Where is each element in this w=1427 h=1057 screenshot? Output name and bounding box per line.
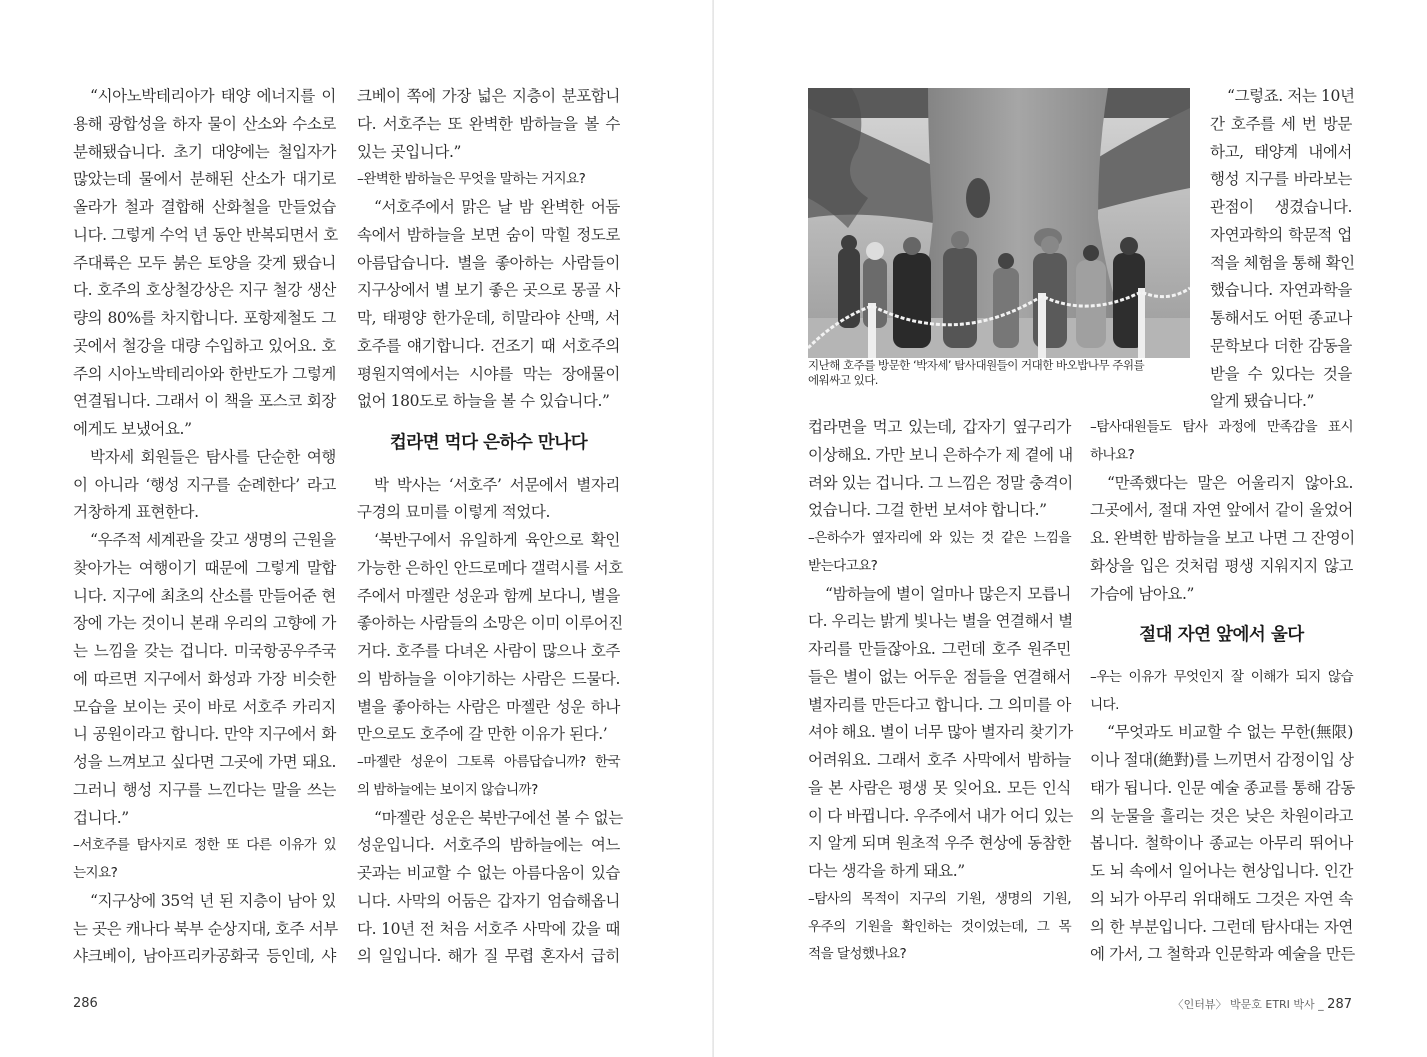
- text-line: 별자리를 만든다고 합니다. 그 의미를 아: [808, 695, 1071, 714]
- right-page: [714, 0, 1427, 1057]
- photo-caption: [808, 358, 1188, 388]
- text-line: 의 일입니다. 해가 질 무렵 혼자서 급히: [357, 947, 620, 966]
- text-line: 에 가서, 그 철학과 인문학과 예술을 만든: [1090, 945, 1355, 964]
- text-line: 많았는데 물에서 분해된 산소가 대기로: [73, 170, 336, 189]
- paragraph: [357, 194, 620, 416]
- text-line: 통해서도 어떤 종교나: [1210, 309, 1352, 327]
- text-line: 가슴에 남아요.”: [1090, 584, 1195, 603]
- text-line: 올라가 철과 결합해 산화철을 만들었습: [73, 198, 336, 216]
- text-line: 태가 됩니다. 인문 예술 종교를 통해 감동: [1090, 778, 1355, 797]
- section-heading: 절대 자연 앞에서 울다: [1139, 625, 1304, 646]
- text-line: 의 한 부분입니다. 그런데 탐사대는 자연: [1090, 917, 1353, 936]
- text-line: 박 박사는 ‘서호주’ 서문에서 별자리: [374, 475, 620, 494]
- interview-question: [357, 749, 620, 805]
- text-line: 만으로도 호주에 갈 만한 이유가 된다.’: [357, 725, 608, 744]
- text-line: 었습니다. 그걸 한번 보셔야 합니다.”: [808, 501, 1047, 520]
- paragraph: [808, 581, 1071, 886]
- text-line: –완벽한 밤하늘은 무엇을 말하는 거지요?: [357, 171, 586, 188]
- text-line: “서호주에서 맑은 날 밤 완벽한 어둠: [374, 198, 620, 216]
- text-line: 봅니다. 철학이나 종교는 아무리 뛰어나: [1090, 834, 1353, 853]
- caption-line: 에워싸고 있다.: [808, 373, 878, 387]
- interview-question: [808, 886, 1071, 969]
- text-line: 의 눈물을 흘리는 것은 낮은 차원이라고: [1090, 806, 1353, 825]
- text-line: –탐사의 목적이 지구의 기원, 생명의 기원,: [808, 890, 1071, 907]
- text-line: 이 다 바뀝니다. 우주에서 내가 어디 있는: [808, 806, 1073, 825]
- text-line: 주의 시아노박테리아와 한반도가 그렇게: [73, 364, 336, 383]
- text-line: 받을 수 있다는 것을: [1210, 364, 1352, 383]
- text-line: 니다.: [1090, 696, 1119, 713]
- text-line: 는 곳은 캐나다 북부 순상지대, 호주 서부: [73, 919, 338, 938]
- text-line: 찾아가는 여행이기 때문에 그렇게 말합: [73, 558, 336, 577]
- text-line: 도 뇌 속에서 일어나는 현상입니다. 인간: [1090, 862, 1353, 880]
- text-line: “만족했다는 말은 어울리지 않아요.: [1107, 473, 1353, 492]
- text-line: 관점이 생겼습니다.: [1210, 198, 1352, 216]
- interview-question: [1090, 664, 1353, 720]
- text-line: “지구상에 35억 년 된 지층이 남아 있: [90, 891, 336, 910]
- text-line: 알게 됐습니다.”: [1210, 392, 1315, 411]
- paragraph: [1090, 719, 1353, 969]
- text-line: 모습을 보이는 곳이 바로 서호주 카리지: [73, 697, 336, 716]
- text-line: 하고, 태양계 내에서: [1210, 142, 1352, 161]
- left-page: [0, 0, 713, 1057]
- text-line: 량의 80%를 차지합니다. 포항제철도 그: [73, 309, 336, 327]
- text-line: 의 뇌가 아무리 위대해도 그것은 자연 속: [1090, 889, 1353, 908]
- text-line: 셔야 해요. 별이 너무 많아 별자리 찾기가: [808, 723, 1073, 742]
- text-line: 지 알게 되며 원초적 우주 현상에 동참한: [808, 834, 1071, 853]
- text-line: 별을 좋아하는 사람은 마젤란 성운 하나: [357, 697, 620, 716]
- text-line: 다. 서호주는 또 완벽한 밤하늘을 볼 수: [357, 114, 620, 133]
- text-line: 컵라면을 먹고 있는데, 갑자기 옆구리가: [808, 418, 1071, 436]
- paragraph: [357, 472, 620, 528]
- text-line: 에 따르면 지구에서 화성과 가장 비슷한: [73, 669, 336, 688]
- text-line: 자연과학의 학문적 업: [1210, 225, 1352, 244]
- text-line: 있는 곳입니다.”: [357, 142, 462, 161]
- text-line: 장에 가는 것이니 본래 우리의 고향에 가: [73, 614, 336, 633]
- text-line: 그러니 행성 지구를 느낀다는 말을 쓰는: [73, 780, 336, 799]
- paragraph: [357, 805, 623, 972]
- text-line: –탐사대원들도 탐사 과정에 만족감을 표시: [1090, 419, 1353, 435]
- section-heading: 컵라면 먹다 은하수 만나다: [389, 433, 588, 453]
- text-column-beside-photo: [1210, 83, 1355, 416]
- paragraph: [73, 527, 336, 832]
- text-line: 호주를 얘기합니다. 건조기 때 서호주의: [357, 336, 620, 355]
- text-line: –우는 이유가 무엇인지 잘 이해가 되지 않습: [1090, 668, 1353, 685]
- text-line: 곳에서 철강을 대량 수입하고 있어요. 호: [73, 336, 336, 355]
- text-line: 받는다고요?: [808, 557, 878, 574]
- text-line: 크베이 쪽에 가장 넓은 지층이 분포합니: [357, 87, 620, 105]
- text-line: 그곳에서, 절대 자연 앞에서 같이 울었어: [1090, 501, 1353, 520]
- text-line: 속에서 밤하늘을 보면 숨이 막힐 정도로: [357, 225, 620, 244]
- text-column: [1090, 414, 1353, 969]
- text-line: 행성 지구를 바라보는: [1210, 170, 1352, 189]
- text-line: 평원지역에서는 시야를 막는 장애물이: [357, 364, 620, 383]
- text-line: 어려워요. 그래서 호주 사막에서 밤하늘: [808, 751, 1071, 769]
- paragraph: [357, 83, 620, 166]
- interview-question: [357, 166, 620, 194]
- text-line: –은하수가 옆자리에 와 있는 것 같은 느낌을: [808, 530, 1071, 546]
- text-line: 을 본 사람은 평생 못 잊어요. 모든 인식: [808, 778, 1071, 797]
- text-line: 주대륙은 모두 붉은 토양을 갖게 됐습니: [73, 253, 336, 272]
- text-line: “그렇죠. 저는 10년: [1227, 87, 1355, 105]
- text-line: 용해 광합성을 하자 물이 산소와 수소로: [73, 114, 336, 133]
- text-line: 들은 별이 없는 어두운 점들을 연결해서: [808, 667, 1071, 686]
- text-line: 에게도 보냈어요.”: [73, 420, 192, 438]
- text-line: “마젤란 성운은 북반구에선 볼 수 없는: [374, 808, 623, 827]
- text-line: 이나 절대(絶對)를 느끼면서 감정이입 상: [1090, 751, 1354, 769]
- text-line: 분해됐습니다. 초기 대양에는 철입자가: [73, 142, 336, 161]
- text-line: 샤크베이, 남아프리카공화국 등인데, 샤: [73, 947, 336, 966]
- text-line: 니다. 지구에 최초의 산소를 만들어준 현: [73, 586, 336, 605]
- text-line: 자리를 만들잖아요. 그런데 호주 원주민: [808, 640, 1071, 658]
- text-line: “밤하늘에 별이 얼마나 많은지 모릅니: [825, 584, 1071, 603]
- text-line: 곳과는 비교할 수 없는 아름다움이 있습: [357, 864, 620, 882]
- text-column: [357, 83, 623, 971]
- page-number: 286: [73, 996, 98, 1011]
- text-line: 려와 있는 겁니다. 그 느낌은 정말 충격이: [808, 473, 1073, 492]
- running-footer: [1173, 996, 1352, 1012]
- text-line: 적을 체험을 통해 확인: [1210, 253, 1355, 272]
- paragraph: [357, 527, 623, 749]
- text-line: 는지요?: [73, 865, 118, 881]
- text-line: 하나요?: [1090, 446, 1135, 463]
- interview-question: [808, 525, 1071, 581]
- text-line: 성을 느껴보고 싶다면 그곳에 가면 돼요.: [73, 753, 336, 771]
- interview-question: [73, 832, 336, 888]
- text-line: 다. 10년 전 처음 서호주 사막에 갔을 때: [357, 919, 620, 938]
- page-number: 287: [1327, 997, 1352, 1012]
- interview-question: [1090, 414, 1353, 470]
- text-line: 아름답습니다. 별을 좋아하는 사람들이: [357, 253, 620, 272]
- text-line: 거다. 호주를 다녀온 사람이 많으나 호주: [357, 642, 620, 660]
- text-line: 요. 완벽한 밤하늘을 보고 나면 그 잔영이: [1090, 529, 1355, 547]
- text-line: 니 공원이라고 합니다. 만약 지구에서 화: [73, 725, 336, 744]
- text-line: 좋아하는 사람들의 소망은 이미 이루어진: [357, 614, 623, 633]
- text-line: –서호주를 탐사지로 정한 또 다른 이유가 있: [73, 837, 336, 854]
- text-line: 적을 달성했나요?: [808, 946, 907, 963]
- text-line: 의 밤하늘을 이야기하는 사람은 드물다.: [357, 669, 620, 688]
- text-line: 화상을 입은 것처럼 평생 지워지지 않고: [1090, 556, 1353, 575]
- text-line: 지구상에서 별 보기 좋은 곳으로 몽골 사: [357, 281, 620, 300]
- text-line: 이 아니라 ‘행성 지구를 순례한다’ 라고: [73, 475, 336, 494]
- text-line: 박자세 회원들은 탐사를 단순한 여행: [90, 447, 336, 466]
- text-line: 겁니다.”: [73, 808, 129, 827]
- footer-title: 〈인터뷰〉 박문호 ETRI 박사 _: [1172, 998, 1328, 1011]
- text-line: 다. 호주의 호상철강상은 지구 철강 생산: [73, 281, 336, 300]
- paragraph: [73, 83, 336, 444]
- text-line: 성운입니다. 서호주의 밤하늘에는 여느: [357, 836, 620, 855]
- text-line: 막, 태평양 한가운데, 히말라야 산맥, 서: [357, 309, 620, 327]
- text-line: 니다. 그렇게 수억 년 동안 반복되면서 호: [73, 225, 338, 244]
- text-line: 의 밤하늘에는 보이지 않습니까?: [357, 781, 538, 798]
- text-line: 우주의 기원을 확인하는 것이었는데, 그 목: [808, 918, 1071, 935]
- text-line: 는 느낌을 갖는 겁니다. 미국항공우주국: [73, 642, 336, 660]
- text-line: –마젤란 성운이 그토록 아름답습니까? 한국: [357, 754, 620, 770]
- text-line: 가능한 은하인 안드로메다 갤럭시를 서호: [357, 558, 623, 577]
- text-line: 없어 180도로 하늘을 볼 수 있습니다.”: [357, 392, 610, 411]
- text-line: 했습니다. 자연과학을: [1210, 281, 1352, 300]
- text-line: 주에서 마젤란 성운과 함께 보다니, 별을: [357, 586, 620, 605]
- text-line: “무엇과도 비교할 수 없는 무한(無限): [1107, 723, 1353, 742]
- baobab-tree-photo: [808, 88, 1190, 358]
- text-line: 다는 생각을 하게 돼요.”: [808, 862, 965, 880]
- text-line: 다. 우리는 밝게 빛나는 별을 연결해서 별: [808, 612, 1073, 631]
- text-line: 간 호주를 세 번 방문: [1210, 114, 1352, 133]
- text-line: ‘북반구에서 유일하게 육안으로 확인: [374, 531, 620, 549]
- paragraph: [1210, 83, 1355, 416]
- paragraph: [73, 888, 336, 971]
- text-line: 구경의 묘미를 이렇게 적었다.: [357, 503, 550, 522]
- text-column: [73, 83, 336, 971]
- text-line: 연결됩니다. 그래서 이 책을 포스코 회장: [73, 392, 336, 411]
- text-line: 문학보다 더한 감동을: [1210, 336, 1352, 355]
- text-line: “시아노박테리아가 태양 에너지를 이: [90, 87, 336, 105]
- text-line: 니다. 사막의 어둠은 갑자기 엄습해옵니: [357, 891, 620, 910]
- text-line: 거창하게 표현한다.: [73, 503, 199, 522]
- text-line: 이상해요. 가만 보니 은하수가 제 곁에 내: [808, 445, 1073, 464]
- text-line: “우주적 세계관을 갖고 생명의 근원을: [90, 531, 336, 549]
- paragraph: [73, 444, 336, 527]
- caption-line: 지난해 호주를 방문한 ‘박자세’ 탐사대원들이 거대한 바오밥나무 주위를: [808, 358, 1145, 372]
- paragraph: [1090, 470, 1353, 609]
- text-column: [808, 414, 1071, 969]
- paragraph: [808, 414, 1071, 525]
